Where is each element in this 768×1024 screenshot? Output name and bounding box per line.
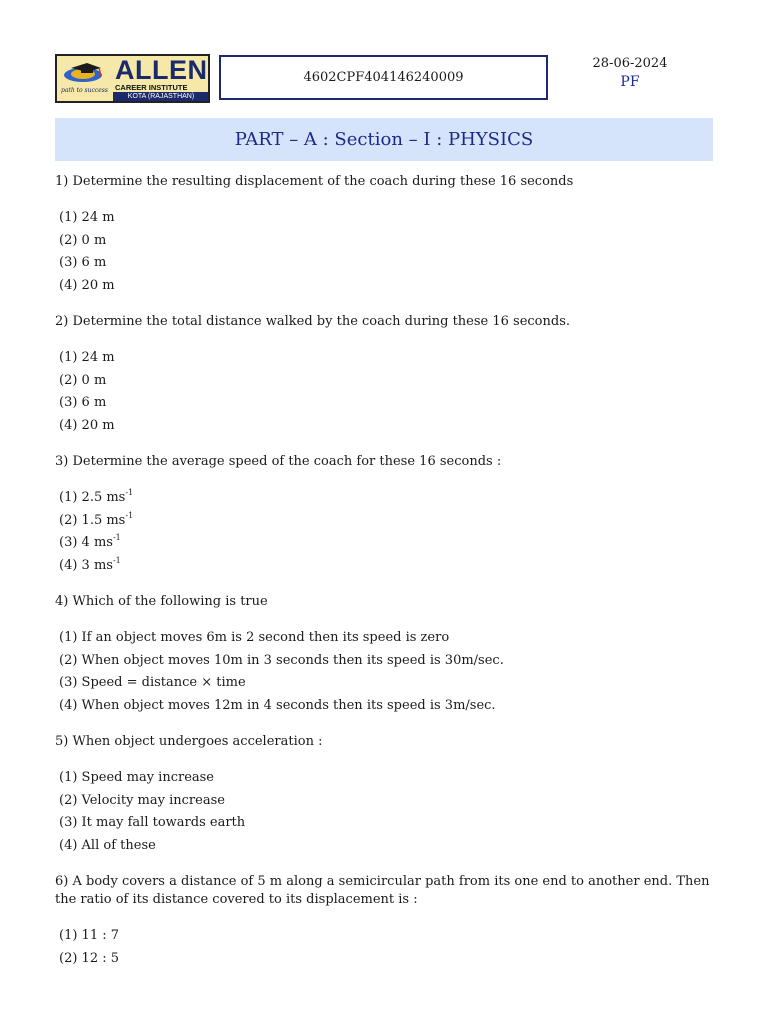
option-1: (1) 24 m bbox=[59, 350, 115, 365]
option-1: (1) If an object moves 6m is 2 second then its speed is zero bbox=[59, 630, 450, 645]
option-text: (3) 4 ms bbox=[59, 535, 113, 550]
allen-logo bbox=[55, 54, 210, 103]
option-2 bbox=[59, 510, 715, 533]
option-list bbox=[59, 347, 715, 437]
option-list bbox=[59, 207, 715, 297]
unit-exponent: -1 bbox=[125, 488, 134, 497]
question-4 bbox=[55, 593, 715, 717]
option-3: (3) Speed = distance × time bbox=[59, 675, 246, 690]
option-4 bbox=[59, 555, 715, 578]
logo-subtitle: CAREER INSTITUTE bbox=[115, 83, 188, 92]
exam-date: 28-06-2024 bbox=[592, 56, 668, 71]
section-title: PART – A : Section – I : PHYSICS bbox=[234, 129, 534, 150]
option-list bbox=[59, 627, 715, 717]
option-list bbox=[59, 487, 715, 577]
option-4: (4) 20 m bbox=[59, 417, 115, 433]
option-4: (4) When object moves 12m in 4 seconds then its speed is 3m/sec. bbox=[59, 697, 496, 713]
question-text: 5) When object undergoes acceleration : bbox=[55, 734, 323, 749]
unit-exponent: -1 bbox=[125, 510, 134, 520]
option-2: (2) 0 m bbox=[59, 232, 107, 248]
option-text: (1) 2.5 ms bbox=[59, 490, 126, 505]
option-3: (3) It may fall towards earth bbox=[59, 815, 246, 830]
question-text: 4) Which of the following is true bbox=[55, 594, 268, 609]
option-text: (4) 3 ms bbox=[59, 557, 113, 573]
option-text: (2) 1.5 ms bbox=[59, 512, 126, 528]
question-2 bbox=[55, 313, 715, 437]
option-1: (1) 11 : 7 bbox=[59, 928, 120, 943]
option-2: (2) Velocity may increase bbox=[59, 792, 225, 808]
paper-code-box bbox=[219, 55, 548, 100]
logo-tagline: path to success bbox=[61, 87, 108, 94]
option-2: (2) 12 : 5 bbox=[59, 950, 120, 966]
option-4: (4) 20 m bbox=[59, 277, 115, 293]
unit-exponent: -1 bbox=[112, 533, 121, 542]
question-1 bbox=[55, 173, 715, 297]
option-2: (2) 0 m bbox=[59, 372, 107, 388]
option-1: (1) 24 m bbox=[59, 210, 115, 225]
section-title-bar bbox=[55, 118, 713, 161]
question-5 bbox=[55, 733, 715, 857]
unit-exponent: -1 bbox=[112, 555, 121, 565]
option-1: (1) Speed may increase bbox=[59, 770, 215, 785]
option-2: (2) When object moves 10m in 3 seconds then its speed is 30m/sec. bbox=[59, 652, 504, 668]
option-1 bbox=[59, 487, 715, 510]
option-list bbox=[59, 767, 715, 857]
option-4: (4) All of these bbox=[59, 837, 156, 853]
question-3 bbox=[55, 453, 715, 577]
graduation-cap-emblem-icon bbox=[61, 60, 109, 84]
option-3: (3) 6 m bbox=[59, 395, 107, 410]
question-list bbox=[55, 173, 715, 986]
logo-location: KOTA (RAJASTHAN) bbox=[113, 92, 209, 101]
option-3 bbox=[59, 532, 715, 555]
logo-wordmark bbox=[113, 56, 208, 101]
paper-tag: PF bbox=[620, 74, 640, 90]
question-6 bbox=[55, 873, 715, 970]
logo-brand: ALLEN bbox=[115, 55, 208, 85]
paper-code: 4602CPF404146240009 bbox=[303, 70, 464, 85]
option-3: (3) 6 m bbox=[59, 255, 107, 270]
question-text: 2) Determine the total distance walked by the coach during these 16 seconds. bbox=[55, 314, 570, 329]
question-text: 1) Determine the resulting displacement of the coach during these 16 seconds bbox=[55, 174, 574, 189]
question-text: 3) Determine the average speed of the coach for these 16 seconds : bbox=[55, 454, 502, 469]
option-list bbox=[59, 925, 715, 970]
question-text: 6) A body covers a distance of 5 m along a semicircular path from its one end to another end. Then the ratio of its distance covered to its displacement is : bbox=[55, 874, 710, 907]
